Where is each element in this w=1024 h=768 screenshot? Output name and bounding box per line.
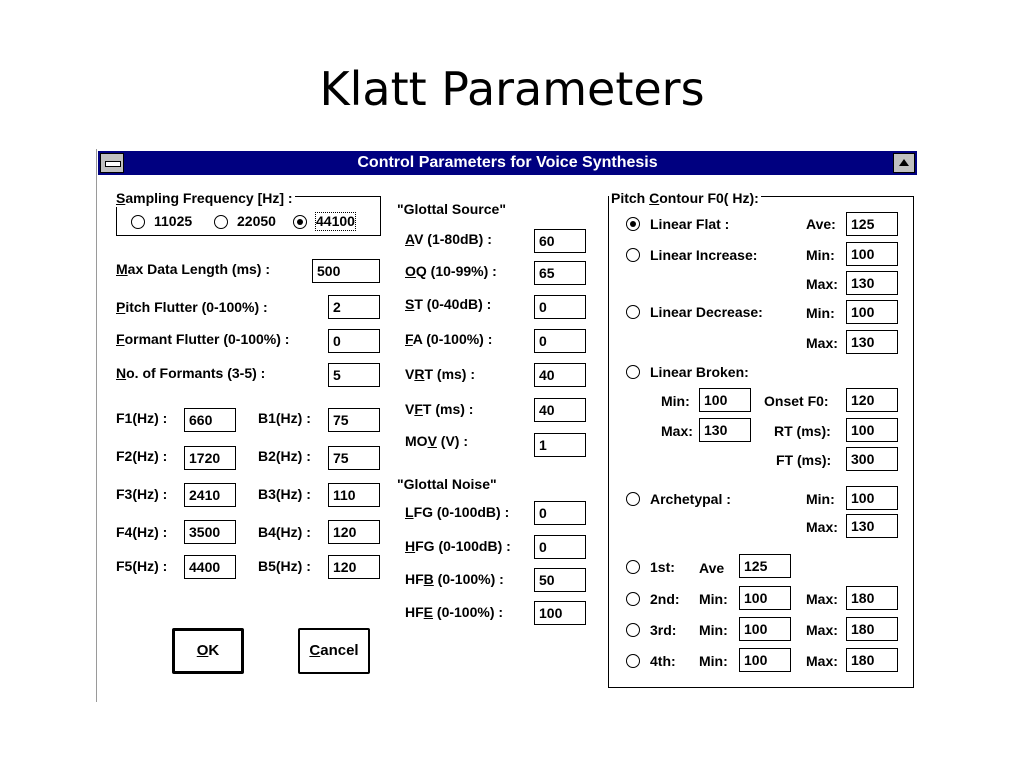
third-label: 3rd: xyxy=(650,622,677,638)
linear-broken-ft-input[interactable]: 300 xyxy=(846,447,898,471)
fourth-max-label: Max: xyxy=(806,653,838,669)
max-data-length-label: Max Data Length (ms) : xyxy=(116,261,271,277)
radio-1st[interactable] xyxy=(626,560,640,574)
hfb-input[interactable]: 50 xyxy=(534,568,586,592)
linear-decrease-max-label: Max: xyxy=(806,335,838,351)
archetypal-label: Archetypal : xyxy=(650,491,731,507)
glottal-source-heading: "Glottal Source" xyxy=(397,201,506,217)
glottal-noise-heading: "Glottal Noise" xyxy=(397,476,497,492)
radio-linear-increase[interactable] xyxy=(626,248,640,262)
linear-decrease-min-input[interactable]: 100 xyxy=(846,300,898,324)
archetypal-min-label: Min: xyxy=(806,491,835,507)
dialog-window xyxy=(96,149,919,702)
pitch-flutter-label: Pitch Flutter (0-100%) : xyxy=(116,299,268,315)
f3-input[interactable]: 2410 xyxy=(184,483,236,507)
system-menu-button[interactable] xyxy=(100,153,124,173)
linear-increase-min-label: Min: xyxy=(806,247,835,263)
third-max-label: Max: xyxy=(806,622,838,638)
hfe-input[interactable]: 100 xyxy=(534,601,586,625)
radio-11025-label: 11025 xyxy=(154,213,193,229)
radio-3rd[interactable] xyxy=(626,623,640,637)
maximize-button[interactable] xyxy=(893,153,915,173)
b5-input[interactable]: 120 xyxy=(328,555,380,579)
fa-input[interactable]: 0 xyxy=(534,329,586,353)
linear-broken-min-input[interactable]: 100 xyxy=(699,388,751,412)
radio-4th[interactable] xyxy=(626,654,640,668)
linear-broken-max-label: Max: xyxy=(661,423,693,439)
b4-label: B4(Hz) : xyxy=(258,524,311,540)
linear-decrease-label: Linear Decrease: xyxy=(650,304,763,320)
f4-input[interactable]: 3500 xyxy=(184,520,236,544)
formant-flutter-input[interactable]: 0 xyxy=(328,329,380,353)
linear-broken-label: Linear Broken: xyxy=(650,364,749,380)
hfe-label: HFE (0-100%) : xyxy=(405,604,504,620)
radio-linear-decrease[interactable] xyxy=(626,305,640,319)
vft-input[interactable]: 40 xyxy=(534,398,586,422)
archetypal-max-input[interactable]: 130 xyxy=(846,514,898,538)
radio-44100-label: 44100 xyxy=(316,213,355,229)
mov-label: MOV (V) : xyxy=(405,433,469,449)
f1-input[interactable]: 660 xyxy=(184,408,236,432)
num-formants-input[interactable]: 5 xyxy=(328,363,380,387)
archetypal-min-input[interactable]: 100 xyxy=(846,486,898,510)
fourth-min-label: Min: xyxy=(699,653,728,669)
b5-label: B5(Hz) : xyxy=(258,558,311,574)
fa-label: FA (0-100%) : xyxy=(405,331,493,347)
third-min-input[interactable]: 100 xyxy=(739,617,791,641)
ok-button[interactable]: OK xyxy=(172,628,244,674)
b2-input[interactable]: 75 xyxy=(328,446,380,470)
st-input[interactable]: 0 xyxy=(534,295,586,319)
radio-linear-flat[interactable] xyxy=(626,217,640,231)
mov-input[interactable]: 1 xyxy=(534,433,586,457)
pitch-contour-label: Pitch Contour F0( Hz): xyxy=(611,190,759,206)
radio-linear-broken[interactable] xyxy=(626,365,640,379)
f5-label: F5(Hz) : xyxy=(116,558,168,574)
oq-label: OQ (10-99%) : xyxy=(405,263,497,279)
linear-broken-ft-label: FT (ms): xyxy=(776,452,832,468)
second-label: 2nd: xyxy=(650,591,680,607)
av-input[interactable]: 60 xyxy=(534,229,586,253)
linear-broken-rt-label: RT (ms): xyxy=(774,423,831,439)
hfg-input[interactable]: 0 xyxy=(534,535,586,559)
b1-label: B1(Hz) : xyxy=(258,410,311,426)
linear-increase-max-label: Max: xyxy=(806,276,838,292)
first-ave-label: Ave xyxy=(699,560,725,576)
linear-increase-label: Linear Increase: xyxy=(650,247,758,263)
av-label: AV (1-80dB) : xyxy=(405,231,492,247)
radio-11025[interactable] xyxy=(131,215,145,229)
maximize-arrow-icon xyxy=(899,159,909,166)
title-bar[interactable] xyxy=(98,151,917,175)
second-max-label: Max: xyxy=(806,591,838,607)
f4-label: F4(Hz) : xyxy=(116,524,168,540)
linear-increase-max-input[interactable]: 130 xyxy=(846,271,898,295)
pitch-flutter-input[interactable]: 2 xyxy=(328,295,380,319)
linear-flat-ave-input[interactable]: 125 xyxy=(846,212,898,236)
f2-input[interactable]: 1720 xyxy=(184,446,236,470)
linear-increase-min-input[interactable]: 100 xyxy=(846,242,898,266)
pitch-contour-group xyxy=(608,196,914,688)
dialog-left-border xyxy=(96,149,97,702)
second-max-input[interactable]: 180 xyxy=(846,586,898,610)
second-min-label: Min: xyxy=(699,591,728,607)
f5-input[interactable]: 4400 xyxy=(184,555,236,579)
f1-label: F1(Hz) : xyxy=(116,410,168,426)
lfg-input[interactable]: 0 xyxy=(534,501,586,525)
radio-archetypal[interactable] xyxy=(626,492,640,506)
vft-label: VFT (ms) : xyxy=(405,401,474,417)
linear-broken-rt-input[interactable]: 100 xyxy=(846,418,898,442)
archetypal-max-label: Max: xyxy=(806,519,838,535)
first-ave-input[interactable]: 125 xyxy=(739,554,791,578)
radio-2nd[interactable] xyxy=(626,592,640,606)
cancel-button[interactable]: Cancel xyxy=(298,628,370,674)
sampling-frequency-label: Sampling Frequency [Hz] : xyxy=(116,190,293,206)
oq-input[interactable]: 65 xyxy=(534,261,586,285)
radio-44100[interactable] xyxy=(293,215,307,229)
fourth-max-input[interactable]: 180 xyxy=(846,648,898,672)
st-label: ST (0-40dB) : xyxy=(405,296,492,312)
linear-broken-onset-label: Onset F0: xyxy=(764,393,829,409)
formant-flutter-label: Formant Flutter (0-100%) : xyxy=(116,331,290,347)
b3-input[interactable]: 110 xyxy=(328,483,380,507)
b4-input[interactable]: 120 xyxy=(328,520,380,544)
linear-flat-ave-label: Ave: xyxy=(806,216,836,232)
linear-decrease-max-input[interactable]: 130 xyxy=(846,330,898,354)
first-label: 1st: xyxy=(650,559,675,575)
linear-decrease-min-label: Min: xyxy=(806,305,835,321)
b3-label: B3(Hz) : xyxy=(258,486,311,502)
linear-broken-min-label: Min: xyxy=(661,393,690,409)
f2-label: F2(Hz) : xyxy=(116,448,168,464)
fourth-min-input[interactable]: 100 xyxy=(739,648,791,672)
b2-label: B2(Hz) : xyxy=(258,448,311,464)
max-data-length-input[interactable]: 500 xyxy=(312,259,380,283)
hfg-label: HFG (0-100dB) : xyxy=(405,538,511,554)
linear-broken-max-input[interactable]: 130 xyxy=(699,418,751,442)
third-max-input[interactable]: 180 xyxy=(846,617,898,641)
third-min-label: Min: xyxy=(699,622,728,638)
lfg-label: LFG (0-100dB) : xyxy=(405,504,510,520)
fourth-label: 4th: xyxy=(650,653,676,669)
linear-broken-onset-input[interactable]: 120 xyxy=(846,388,898,412)
vrt-label: VRT (ms) : xyxy=(405,366,476,382)
hfb-label: HFB (0-100%) : xyxy=(405,571,504,587)
radio-22050-label: 22050 xyxy=(237,213,276,229)
vrt-input[interactable]: 40 xyxy=(534,363,586,387)
b1-input[interactable]: 75 xyxy=(328,408,380,432)
f3-label: F3(Hz) : xyxy=(116,486,168,502)
linear-flat-label: Linear Flat : xyxy=(650,216,730,232)
system-menu-icon xyxy=(105,161,121,167)
window-title: Control Parameters for Voice Synthesis xyxy=(357,154,658,171)
slide-title: Klatt Parameters xyxy=(319,62,705,116)
second-min-input[interactable]: 100 xyxy=(739,586,791,610)
radio-22050[interactable] xyxy=(214,215,228,229)
num-formants-label: No. of Formants (3-5) : xyxy=(116,365,266,381)
